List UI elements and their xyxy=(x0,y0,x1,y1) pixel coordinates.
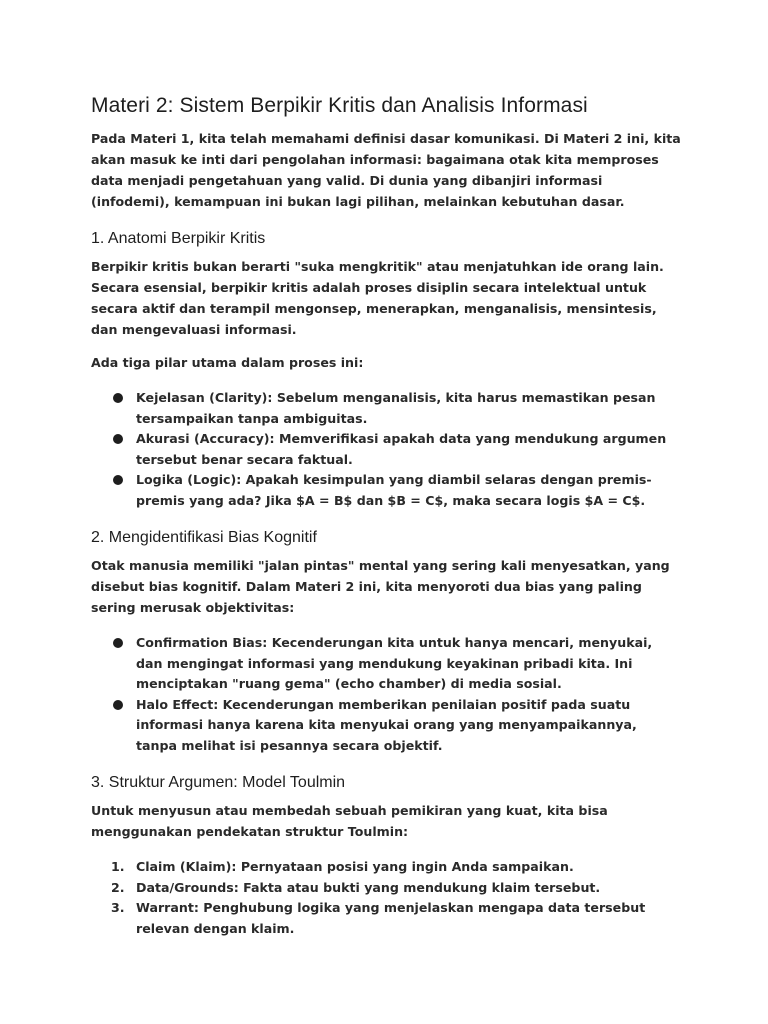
section1-list xyxy=(91,388,681,511)
list-number: 3. xyxy=(111,900,125,915)
section1-paragraph: Berpikir kritis bukan berarti "suka mengkritik" atau menjatuhkan ide orang lain. Secara esensial, berpikir kritis adalah proses disiplin secara intelektual untuk secara aktif dan terampil mengonsep, menerapkan, menganalisis, mensintesis, dan mengevaluasi informasi. xyxy=(91,259,664,337)
list-item-text: Data/Grounds: Fakta atau bukti yang mendukung klaim tersebut. xyxy=(136,879,601,895)
list-item xyxy=(91,857,681,878)
section1-lead: Ada tiga pilar utama dalam proses ini: xyxy=(91,355,364,370)
list-item-text: Confirmation Bias: Kecenderungan kita untuk hanya mencari, menyukai, dan mengingat informasi yang mendukung keyakinan pribadi kita. Ini menciptakan "ruang gema" (echo chamber) di media sosial. xyxy=(136,635,653,691)
list-item-text: Halo Effect: Kecenderungan memberikan penilaian positif pada suatu informasi hanya karena kita menyukai orang yang menyampaikannya, tanpa melihat isi pesannya secara objektif. xyxy=(136,696,637,753)
section3-paragraph: Untuk menyusun atau membedah sebuah pemikiran yang kuat, kita bisa menggunakan pendekatan struktur Toulmin: xyxy=(91,803,608,839)
section1-heading: 1. Anatomi Berpikir Kritis xyxy=(91,230,266,247)
bullet-icon xyxy=(113,434,123,444)
section2-heading: 2. Mengidentifikasi Bias Kognitif xyxy=(91,529,317,546)
list-item-text: Akurasi (Accuracy): Memverifikasi apakah data yang mendukung argumen tersebut benar secara faktual. xyxy=(136,431,667,467)
list-item xyxy=(91,633,681,695)
list-number: 1. xyxy=(111,859,125,874)
bullet-icon xyxy=(113,475,123,485)
list-number: 2. xyxy=(111,879,125,895)
list-item xyxy=(91,388,681,429)
page-title: Materi 2: Sistem Berpikir Kritis dan Analisis Informasi xyxy=(91,94,588,117)
list-item xyxy=(91,695,681,757)
list-item-text: Kejelasan (Clarity): Sebelum menganalisis, kita harus memastikan pesan tersampaikan tanpa ambiguitas. xyxy=(136,390,656,426)
section2-list xyxy=(91,633,681,756)
bullet-icon xyxy=(113,393,123,403)
section3-list xyxy=(91,857,681,939)
bullet-icon xyxy=(113,700,123,710)
section2-paragraph: Otak manusia memiliki "jalan pintas" mental yang sering kali menyesatkan, yang disebut bias kognitif. Dalam Materi 2 ini, kita menyoroti dua bias yang paling sering merusak objektivitas: xyxy=(91,558,670,615)
list-item-text: Claim (Klaim): Pernyataan posisi yang ingin Anda sampaikan. xyxy=(136,859,574,874)
list-item xyxy=(91,470,681,511)
document-page xyxy=(91,92,681,939)
list-item-text: Warrant: Penghubung logika yang menjelaskan mengapa data tersebut relevan dengan klaim. xyxy=(136,900,646,936)
intro-paragraph: Pada Materi 1, kita telah memahami definisi dasar komunikasi. Di Materi 2 ini, kita akan masuk ke inti dari pengolahan informasi: bagaimana otak kita memproses data menjadi pengetahuan yang valid. Di dunia yang dibanjiri informasi (infodemi), kemampuan ini bukan lagi pilihan, melainkan kebutuhan dasar. xyxy=(91,131,681,209)
bullet-icon xyxy=(113,638,123,648)
list-item-text: Logika (Logic): Apakah kesimpulan yang diambil selaras dengan premis-premis yang ada? Jika $A = B$ dan $B = C$, maka secara logis $A = C$. xyxy=(136,472,652,508)
list-item xyxy=(91,878,681,899)
section3-heading: 3. Struktur Argumen: Model Toulmin xyxy=(91,774,346,791)
list-item xyxy=(91,898,681,939)
list-item xyxy=(91,429,681,470)
